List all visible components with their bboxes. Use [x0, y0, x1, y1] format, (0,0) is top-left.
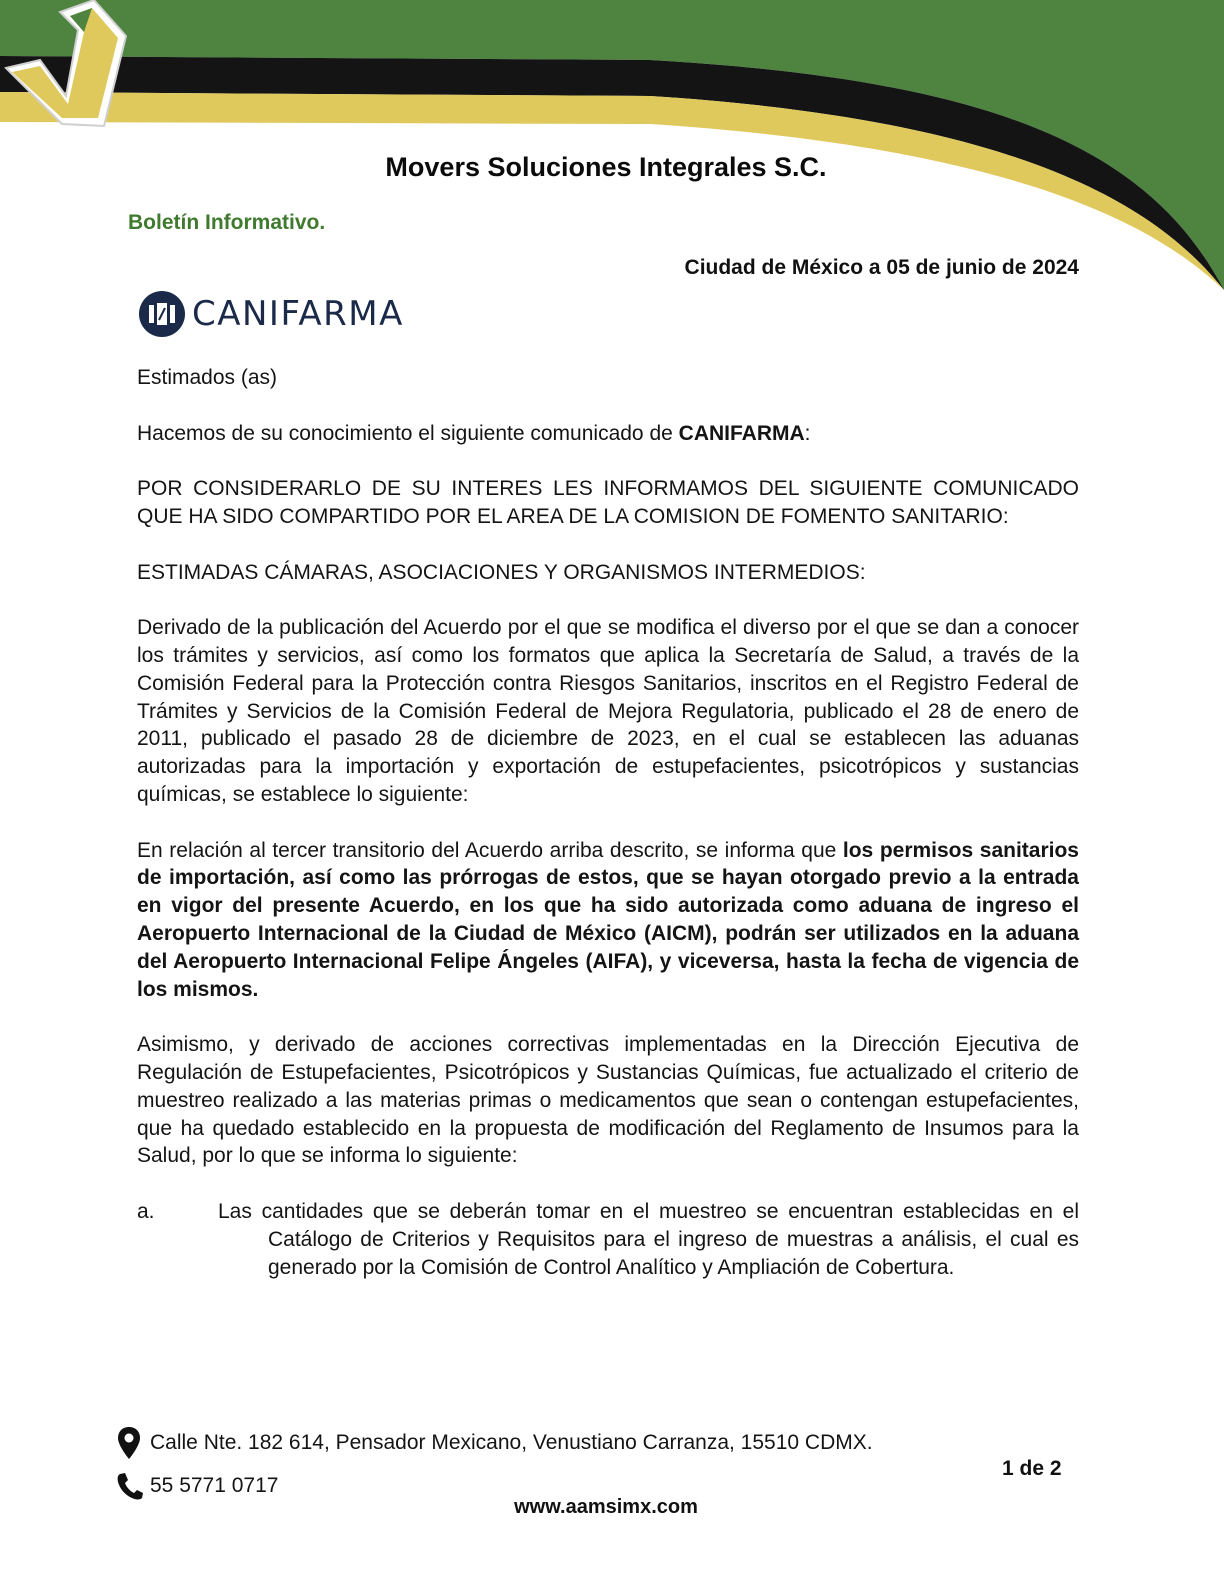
footer-address [114, 1426, 873, 1460]
header-swoosh-band [0, 0, 1224, 290]
intro-paragraph [137, 420, 1079, 448]
footer-phone-text: 55 5771 0717 [150, 1474, 279, 1497]
paragraph-2-prefix: En relación al tercer transitorio del Acuerdo arriba descrito, se informa que [137, 838, 843, 862]
bulletin-label: Boletín Informativo. [128, 211, 326, 234]
notice-paragraph: POR CONSIDERARLO DE SU INTERES LES INFORMAMOS DEL SIGUIENTE COMUNICADO QUE HA SIDO COMPARTIDO POR EL AREA DE LA COMISION DE FOMENTO SANITARIO: [137, 477, 1079, 528]
website-link[interactable]: www.aamsimx.com [514, 1496, 698, 1518]
list-item-text: Las cantidades que se deberán tomar en el muestreo se encuentran establecidas en el Catálogo de Criterios y Requisitos para el ingreso de muestras a análisis, el cual es generado por la Comisión de Control Analítico y Ampliación de Cobertura. [218, 1199, 1079, 1279]
addressees-paragraph: ESTIMADAS CÁMARAS, ASOCIACIONES Y ORGANISMOS INTERMEDIOS: [137, 560, 866, 584]
page-number: 1 de 2 [1002, 1457, 1062, 1480]
movers-v-logo-icon [0, 0, 130, 130]
paragraph-1: Derivado de la publicación del Acuerdo por el que se modifica el diverso por el que se dan a conocer los trámites y servicios, así como los formatos que aplica la Secretaría de Salud, a través de la Comisión Federal para la Protección contra Riesgos Sanitarios, inscritos en el Registro Federal de Trámites y Servicios de la Comisión Federal de Mejora Regulatoria, publicado el 28 de enero de 2011, publicado el pasado 28 de diciembre de 2023, en el cual se establecen las aduanas autorizadas para la importación y exportación de estupefacientes, psicotrópicos y sustancias químicas, se establece lo siguiente: [137, 616, 1079, 806]
intro-bold: CANIFARMA [678, 421, 805, 445]
letter-body [137, 364, 1079, 1281]
letter-date: Ciudad de México a 05 de junio de 2024 [684, 256, 1079, 279]
location-pin-icon [114, 1426, 144, 1460]
paragraph-2 [137, 837, 1079, 1004]
company-title: Movers Soluciones Integrales S.C. [385, 152, 827, 182]
list-item [137, 1198, 1079, 1281]
paragraph-2-bold: los permisos sanitarios de importación, así como las prórrogas de estos, que se hayan otorgado previo a la entrada en vigor del presente Acuerdo, en los que ha sido autorizada como aduana de ingreso el Aeropuerto Internacional de la Ciudad de México (AICM), podrán ser utilizados en la aduana del Aeropuerto Internacional Felipe Ángeles (AIFA), y viceversa, hasta la fecha de vigencia de los mismos. [137, 838, 1079, 1001]
paragraph-3: Asimismo, y derivado de acciones correctivas implementadas en la Dirección Ejecutiva de Regulación de Estupefacientes, Psicotrópicos y Sustancias Químicas, fue actualizado el criterio de muestreo realizado a las materias primas o medicamentos que sean o contengan estupefacientes, que ha quedado establecido en la propuesta de modificación del Reglamento de Insumos para la Salud, por lo que se informa lo siguiente: [137, 1033, 1079, 1168]
footer-address-text: Calle Nte. 182 614, Pensador Mexicano, Venustiano Carranza, 15510 CDMX. [150, 1431, 873, 1454]
intro-prefix: Hacemos de su conocimiento el siguiente comunicado de [137, 421, 679, 445]
canifarma-emblem-icon [138, 290, 186, 338]
canifarma-logo [138, 290, 404, 338]
canifarma-wordmark: CANIFARMA [192, 294, 404, 334]
greeting: Estimados (as) [137, 366, 278, 389]
intro-suffix: : [804, 421, 811, 445]
list-item-letter: a. [137, 1199, 155, 1223]
